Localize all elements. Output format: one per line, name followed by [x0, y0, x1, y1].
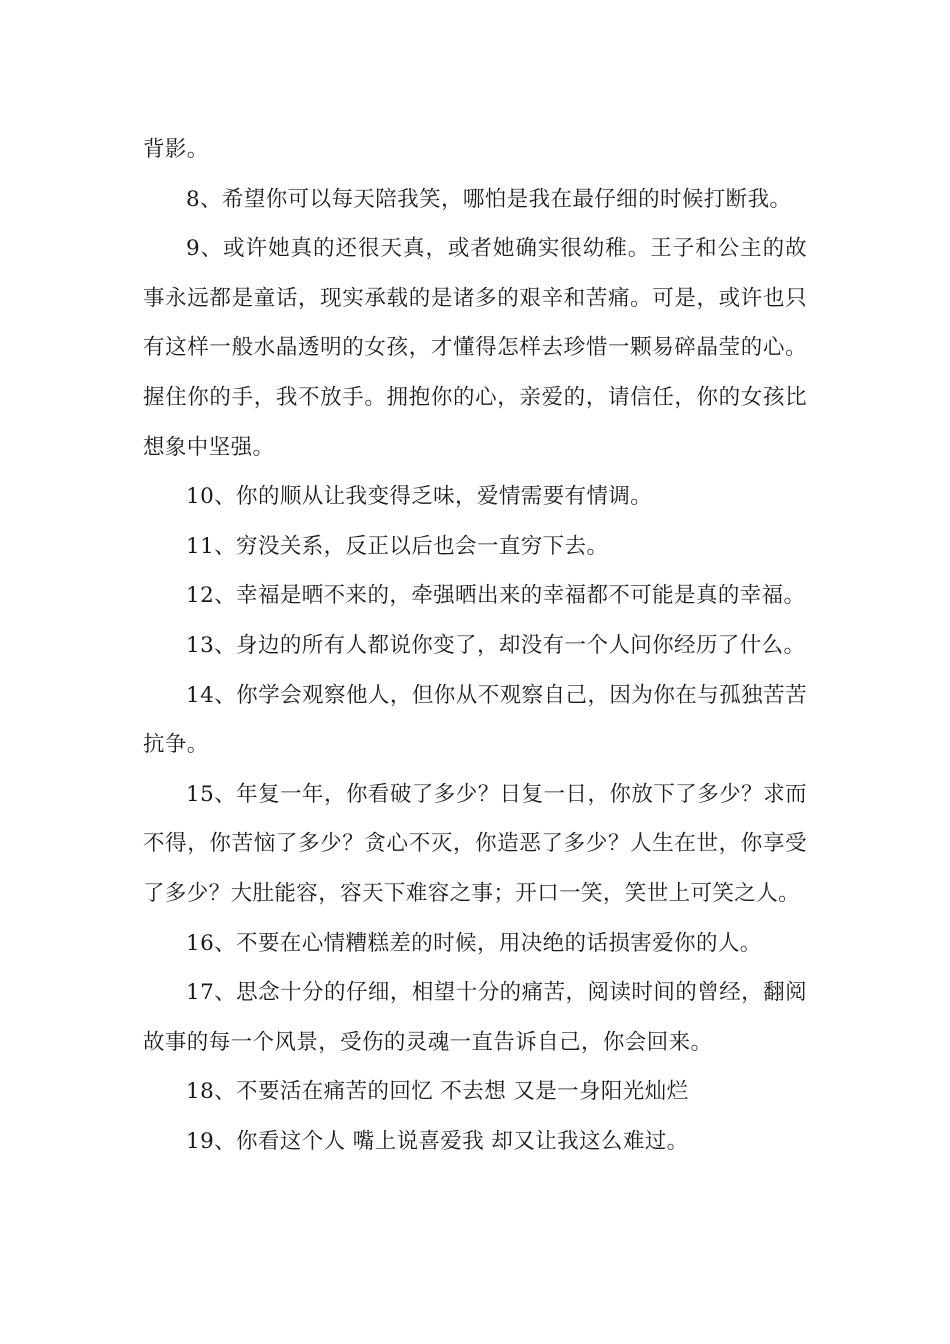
paragraph-item-18: 18、不要活在痛苦的回忆 不去想 又是一身阳光灿烂 [186, 1079, 689, 1105]
paragraph-item-16: 16、不要在心情糟糕差的时候，用决绝的话损害爱你的人。 [186, 930, 762, 956]
paragraph-item-9: 9、或许她真的还很天真，或者她确实很幼稚。王子和公主的故事永远都是童话，现实承载的是诸多的艰辛和苦痛。可是，或许也只有这样一般水晶透明的女孩，才懂得怎样去珍惜一颗易碎晶莹的心。握住你的手，我不放手。拥抱你的心，亲爱的，请信任，你的女孩比想象中坚强。 [143, 236, 807, 460]
paragraph-item-12: 12、幸福是晒不来的，牵强晒出来的幸福都不可能是真的幸福。 [186, 583, 806, 609]
paragraph-item-17: 17、思念十分的仔细，相望十分的痛苦，阅读时间的曾经，翻阅故事的每一个风景，受伤的灵魂一直告诉自己，你会回来。 [143, 980, 807, 1055]
paragraph-item-10: 10、你的顺从让我变得乏味，爱情需要有情调。 [186, 484, 653, 510]
document-body [143, 125, 807, 1166]
paragraph-item-8: 8、希望你可以每天陪我笑，哪怕是我在最仔细的时候打断我。 [186, 186, 792, 212]
paragraph-item-11: 11、穷没关系，反正以后也会一直穷下去。 [186, 533, 609, 559]
paragraph-item-14: 14、你学会观察他人，但你从不观察自己，因为你在与孤独苦苦抗争。 [143, 682, 807, 758]
paragraph-item-15: 15、年复一年，你看破了多少？日复一日，你放下了多少？求而不得，你苦恼了多少？贪心不灭，你造恶了多少？人生在世，你享受了多少？大肚能容，容天下难容之事；开口一笑，笑世上可笑之人。 [143, 781, 807, 906]
paragraph-continuation: 背影。 [143, 137, 209, 162]
paragraph-item-19: 19、你看这个人 嘴上说喜爱我 却又让我这么难过。 [186, 1128, 689, 1154]
paragraph-item-13: 13、身边的所有人都说你变了，却没有一个人问你经历了什么。 [186, 632, 806, 658]
